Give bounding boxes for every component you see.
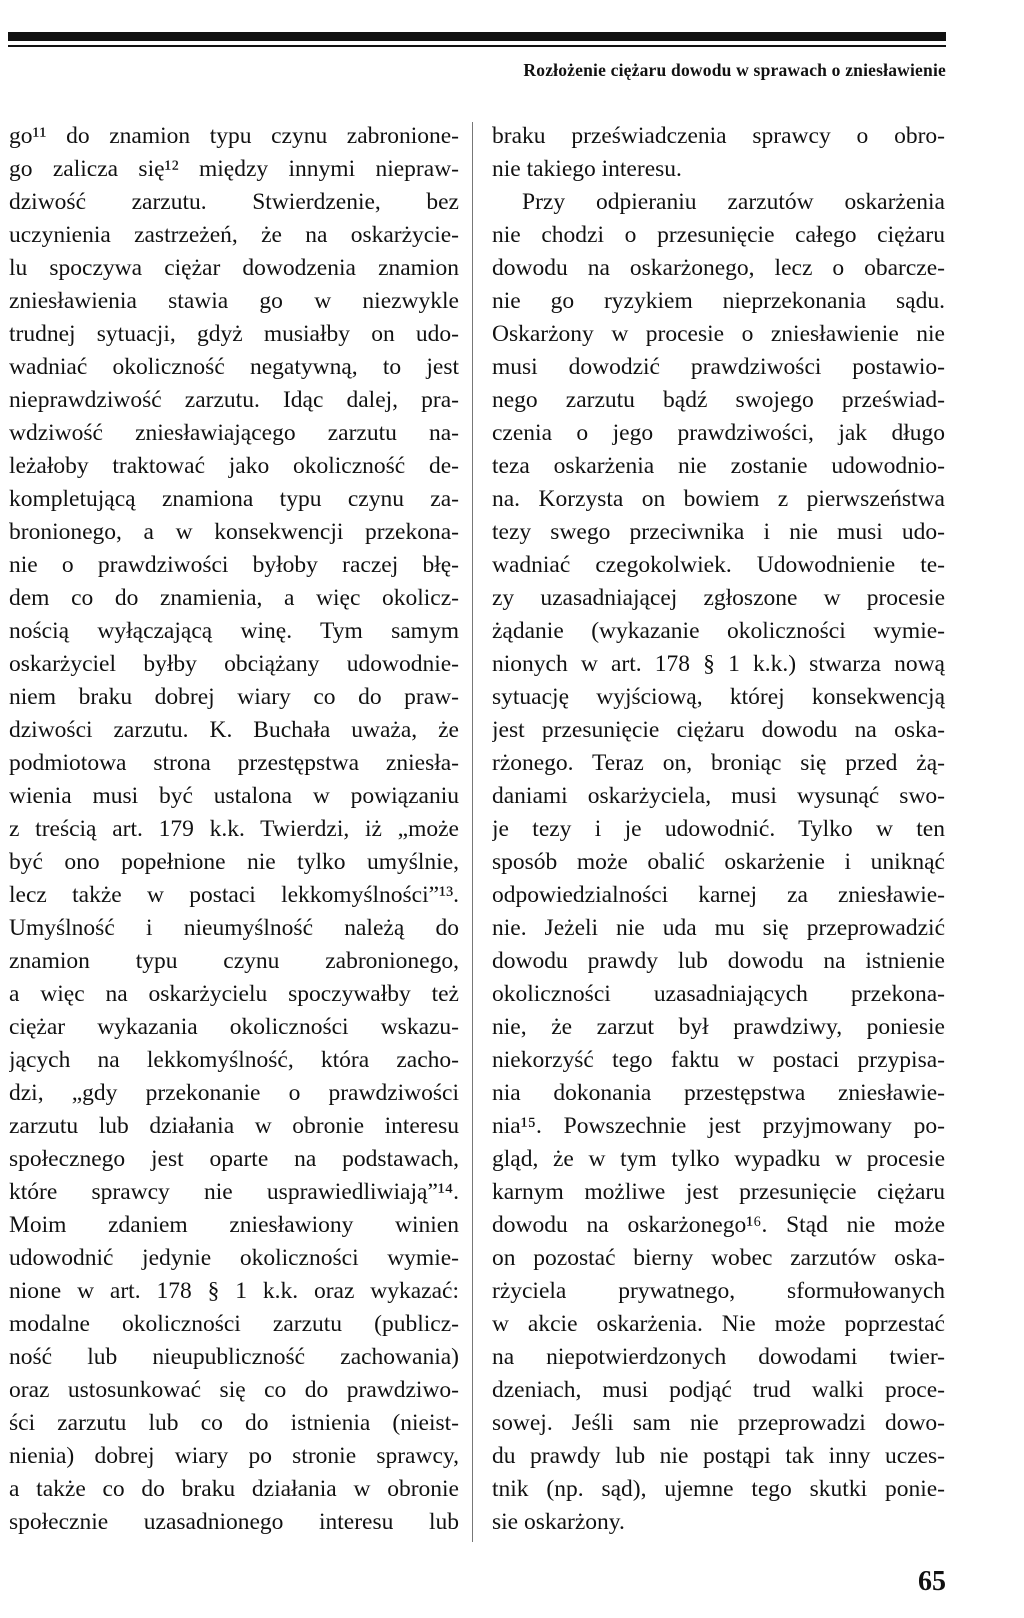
text-line: go¹¹ do znamion typu czynu zabronione- <box>9 123 459 149</box>
text-line: rżyciela prywatnego, sformułowanych <box>492 1278 945 1304</box>
text-line: nia dokonania przestępstwa zniesławie- <box>492 1080 945 1106</box>
text-line: rżonego. Teraz on, broniąc się przed żą- <box>492 750 945 776</box>
text-line: leżałoby traktować jako okoliczność de- <box>9 453 459 479</box>
text-line: na niepotwierdzonych dowodami twier- <box>492 1344 945 1370</box>
text-line: sytuację wyjściową, której konsekwencją <box>492 684 945 710</box>
text-line: zniesławienia stawia go w niezwykle <box>9 288 459 314</box>
text-line: okoliczności uzasadniających przekona- <box>492 981 945 1007</box>
text-line: na. Korzysta on bowiem z pierwszeństwa <box>492 486 945 512</box>
text-line: społecznego jest oparte na podstawach, <box>9 1146 459 1172</box>
text-line: jest przesunięcie ciężaru dowodu na oska- <box>492 717 945 743</box>
text-line: nieprawdziwość zarzutu. Idąc dalej, pra- <box>9 387 459 413</box>
text-line: nienia) dobrej wiary po stronie sprawcy, <box>9 1443 459 1469</box>
text-line: gląd, że w tym tylko wypadku w procesie <box>492 1146 945 1172</box>
text-line: daniami oskarżyciela, musi wysunąć swo- <box>492 783 945 809</box>
text-line: a także co do braku działania w obronie <box>9 1476 459 1502</box>
text-line: a więc na oskarżycielu spoczywałby też <box>9 981 459 1007</box>
text-line: du prawdy lub nie postąpi tak inny uczes- <box>492 1443 945 1469</box>
text-line: oskarżyciel byłby obciążany udowodnie- <box>9 651 459 677</box>
text-line: dziwość zarzutu. Stwierdzenie, bez <box>9 189 459 215</box>
text-line: ciężar wykazania okoliczności wskazu- <box>9 1014 459 1040</box>
running-header: Rozłożenie ciężaru dowodu w sprawach o zniesławienie <box>523 60 946 80</box>
text-line: zarzutu lub działania w obronie interesu <box>9 1113 459 1139</box>
text-line: karnym możliwe jest przesunięcie ciężaru <box>492 1179 945 1205</box>
text-line: ność lub nieupubliczność zachowania) <box>9 1344 459 1370</box>
text-line: w akcie oskarżenia. Nie może poprzestać <box>492 1311 945 1337</box>
text-line: nione w art. 178 § 1 k.k. oraz wykazać: <box>9 1278 459 1304</box>
text-line: dziwości zarzutu. K. Buchała uważa, że <box>9 717 459 743</box>
text-line: podmiotowa strona przestępstwa zniesła- <box>9 750 459 776</box>
text-line: lu spoczywa ciężar dowodzenia znamion <box>9 255 459 281</box>
header-rule-thin <box>8 45 946 47</box>
text-line: odpowiedzialności karnej za zniesławie- <box>492 882 945 908</box>
text-line: wienia musi być ustalona w powiązaniu <box>9 783 459 809</box>
text-line: oraz ustosunkować się co do prawdziwo- <box>9 1377 459 1403</box>
text-line: z treścią art. 179 k.k. Twierdzi, iż „może <box>9 816 459 842</box>
header-rule-thick <box>8 32 946 41</box>
text-line: wdziwość zniesławiającego zarzutu na- <box>9 420 459 446</box>
text-line: tezy swego przeciwnika i nie musi udo- <box>492 519 945 545</box>
text-line: dem co do znamienia, a więc okolicz- <box>9 585 459 611</box>
text-line: sie oskarżony. <box>492 1509 625 1535</box>
text-line: trudnej sytuacji, gdyż musiałby on udo- <box>9 321 459 347</box>
text-line: wadniać czegokolwiek. Udowodnienie te- <box>492 552 945 578</box>
text-line: sowej. Jeśli sam nie przeprowadzi dowo- <box>492 1410 945 1436</box>
text-line: jących na lekkomyślność, która zacho- <box>9 1047 459 1073</box>
text-line: Moim zdaniem zniesławiony winien <box>9 1212 459 1238</box>
text-line: dowodu na oskarżonego, lecz o obarcze- <box>492 255 945 281</box>
text-line: Oskarżony w procesie o zniesławienie nie <box>492 321 945 347</box>
text-line: wadniać okoliczność negatywną, to jest <box>9 354 459 380</box>
text-line: nionych w art. 178 § 1 k.k.) stwarza nową <box>492 651 945 677</box>
text-line: nością wyłączającą winę. Tym samym <box>9 618 459 644</box>
text-line: czenia o jego prawdziwości, jak długo <box>492 420 945 446</box>
text-line: społecznie uzasadnionego interesu lub <box>9 1509 459 1535</box>
text-line: bronionego, a w konsekwencji przekona- <box>9 519 459 545</box>
text-line: żądanie (wykazanie okoliczności wymie- <box>492 618 945 644</box>
text-line: znamion typu czynu zabronionego, <box>9 948 459 974</box>
page-number: 65 <box>918 1566 946 1597</box>
column-divider <box>472 122 473 1542</box>
text-line: on pozostać bierny wobec zarzutów oska- <box>492 1245 945 1271</box>
text-line: go zalicza się¹² między innymi niepraw- <box>9 156 459 182</box>
text-line: Umyślność i nieumyślność należą do <box>9 915 459 941</box>
text-line: uczynienia zastrzeżeń, że na oskarżyciе- <box>9 222 459 248</box>
text-line: które sprawcy nie usprawiedliwiają”¹⁴. <box>9 1179 459 1205</box>
text-line: ści zarzutu lub co do istnienia (nieist- <box>9 1410 459 1436</box>
text-line: je tezy i je udowodnić. Tylko w ten <box>492 816 945 842</box>
text-line: teza oskarżenia nie zostanie udowodnio- <box>492 453 945 479</box>
text-line: nia¹⁵. Powszechnie jest przyjmowany po- <box>492 1113 945 1139</box>
text-line: lecz także w postaci lekkomyślności”¹³. <box>9 882 459 908</box>
text-line: nego zarzutu bądź swojego przeświad- <box>492 387 945 413</box>
text-line: kompletującą znamiona typu czynu za- <box>9 486 459 512</box>
text-line: musi dowodzić prawdziwości postawio- <box>492 354 945 380</box>
text-line: dzi, „gdy przekonanie o prawdziwości <box>9 1080 459 1106</box>
text-line: udowodnić jedynie okoliczności wymie- <box>9 1245 459 1271</box>
text-line: być ono popełnione nie tylko umyślnie, <box>9 849 459 875</box>
text-line: nie, że zarzut był prawdziwy, poniesie <box>492 1014 945 1040</box>
text-line: dzeniach, musi podjąć trud walki proce- <box>492 1377 945 1403</box>
text-line: niekorzyść tego faktu w postaci przypisa- <box>492 1047 945 1073</box>
text-line: zy uzasadniającej zgłoszone w procesie <box>492 585 945 611</box>
text-column-left <box>9 120 459 1539</box>
text-line: nie. Jeżeli nie uda mu się przeprowadzić <box>492 915 945 941</box>
text-line: nie o prawdziwości byłoby raczej błę- <box>9 552 459 578</box>
text-column-right <box>492 120 945 1539</box>
text-line: modalne okoliczności zarzutu (publicz- <box>9 1311 459 1337</box>
text-line: nie go ryzykiem nieprzekonania sądu. <box>492 288 945 314</box>
text-line: nie chodzi o przesunięcie całego ciężaru <box>492 222 945 248</box>
text-line: sposób może obalić oskarżenie i uniknąć <box>492 849 945 875</box>
text-line: niem braku dobrej wiary co do praw- <box>9 684 459 710</box>
text-line: dowodu prawdy lub dowodu na istnienie <box>492 948 945 974</box>
text-line: nie takiego interesu. <box>492 156 682 182</box>
text-line: dowodu na oskarżonego¹⁶. Stąd nie może <box>492 1212 945 1238</box>
text-line: braku przeświadczenia sprawcy o obro- <box>492 123 945 149</box>
text-line: Przy odpieraniu zarzutów oskarżenia <box>522 189 945 215</box>
text-line: tnik (np. sąd), ujemne tego skutki ponie- <box>492 1476 945 1502</box>
